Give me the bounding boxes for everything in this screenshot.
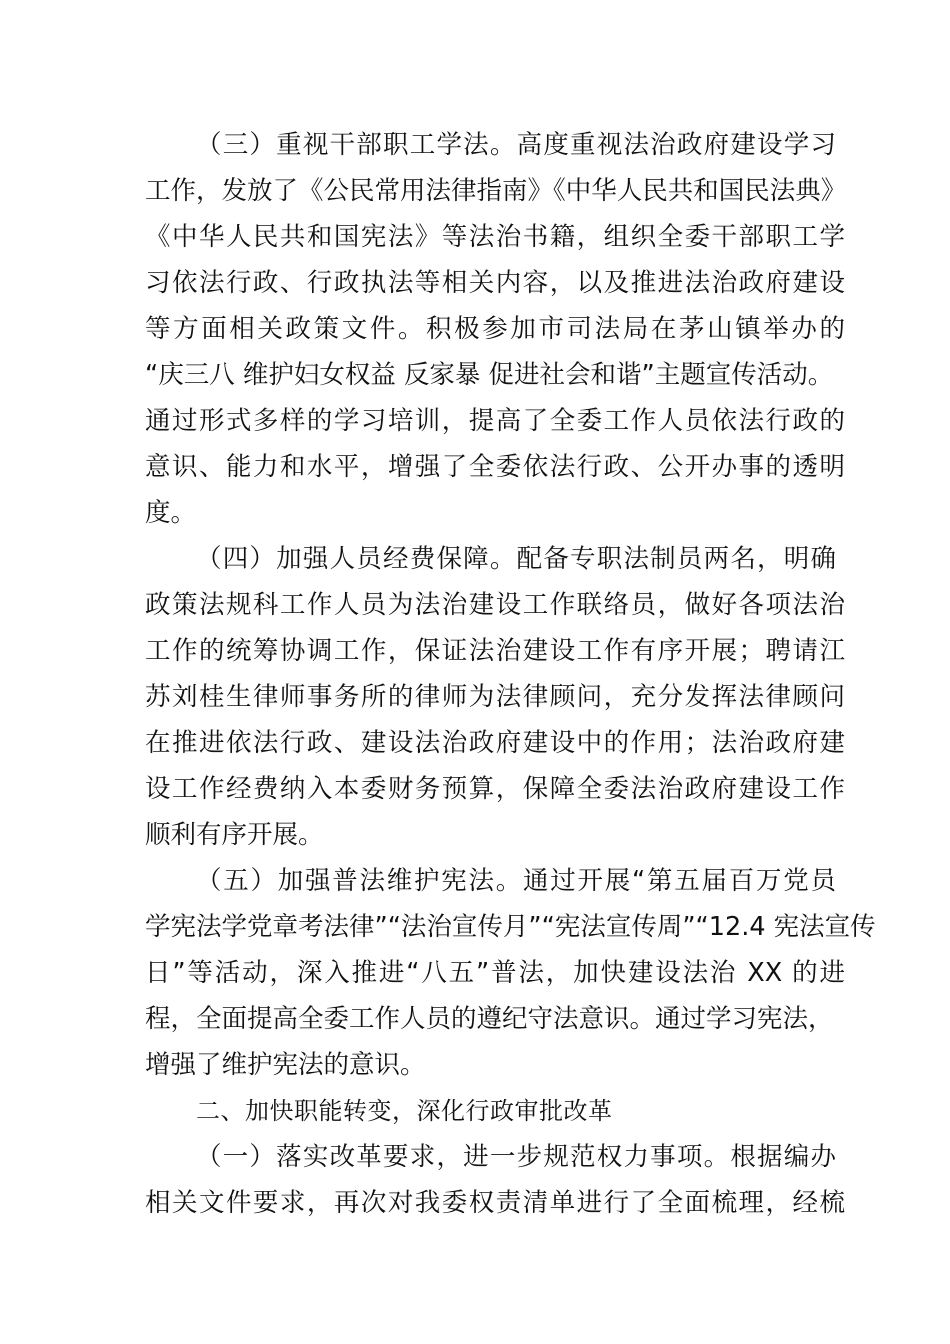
paragraph-line: 学宪法学党章考法律”“法治宣传月”“宪法宣传周”“12.4 宪法宣传 — [145, 912, 876, 942]
section-heading: 二、加快职能转变，深化行政审批改革 — [196, 1097, 613, 1125]
paragraph-line: “庆三八 维护妇女权益 反家暴 促进社会和谐”主题宣传活动。 — [145, 360, 834, 390]
paragraph-line: 日”等活动，深入推进“八五”普法，加快建设法治 XX 的进 — [145, 958, 845, 988]
paragraph-line: 工作的统筹协调工作，保证法治建设工作有序开展；聘请江 — [145, 636, 845, 666]
paragraph-line: 习依法行政、行政执法等相关内容，以及推进法治政府建设 — [145, 268, 845, 298]
paragraph-line: （五）加强普法维护宪法。通过开展“第五届百万党员 — [196, 866, 836, 896]
paragraph-line: 顺利有序开展。 — [145, 820, 324, 850]
paragraph-line: 度。 — [145, 498, 197, 528]
paragraph-line: （一）落实改革要求，进一步规范权力事项。根据编办 — [196, 1142, 836, 1172]
paragraph-line: 在推进依法行政、建设法治政府建设中的作用；法治政府建 — [145, 728, 845, 758]
paragraph-line: 政策法规科工作人员为法治建设工作联络员，做好各项法治 — [145, 590, 845, 620]
paragraph-line: （四）加强人员经费保障。配备专职法制员两名，明确 — [196, 544, 836, 574]
paragraph-line: 设工作经费纳入本委财务预算，保障全委法治政府建设工作 — [145, 774, 845, 804]
paragraph-line: 增强了维护宪法的意识。 — [145, 1050, 426, 1080]
paragraph-line: （三）重视干部职工学法。高度重视法治政府建设学习 — [196, 130, 836, 160]
paragraph-line: 程，全面提高全委工作人员的遵纪守法意识。通过学习宪法， — [145, 1004, 834, 1034]
paragraph-line: 等方面相关政策文件。积极参加市司法局在茅山镇举办的 — [145, 314, 845, 344]
paragraph-line: 意识、能力和水平，增强了全委依法行政、公开办事的透明 — [145, 452, 845, 482]
paragraph-line: 通过形式多样的学习培训，提高了全委工作人员依法行政的 — [145, 406, 845, 436]
paragraph-line: 苏刘桂生律师事务所的律师为法律顾问，充分发挥法律顾问 — [145, 682, 845, 712]
paragraph-line: 《中华人民共和国宪法》等法治书籍，组织全委干部职工学 — [145, 222, 845, 252]
paragraph-line: 工作，发放了《公民常用法律指南》《中华人民共和国民法典》 — [145, 176, 847, 206]
paragraph-line: 相关文件要求，再次对我委权责清单进行了全面梳理，经梳 — [145, 1188, 845, 1218]
